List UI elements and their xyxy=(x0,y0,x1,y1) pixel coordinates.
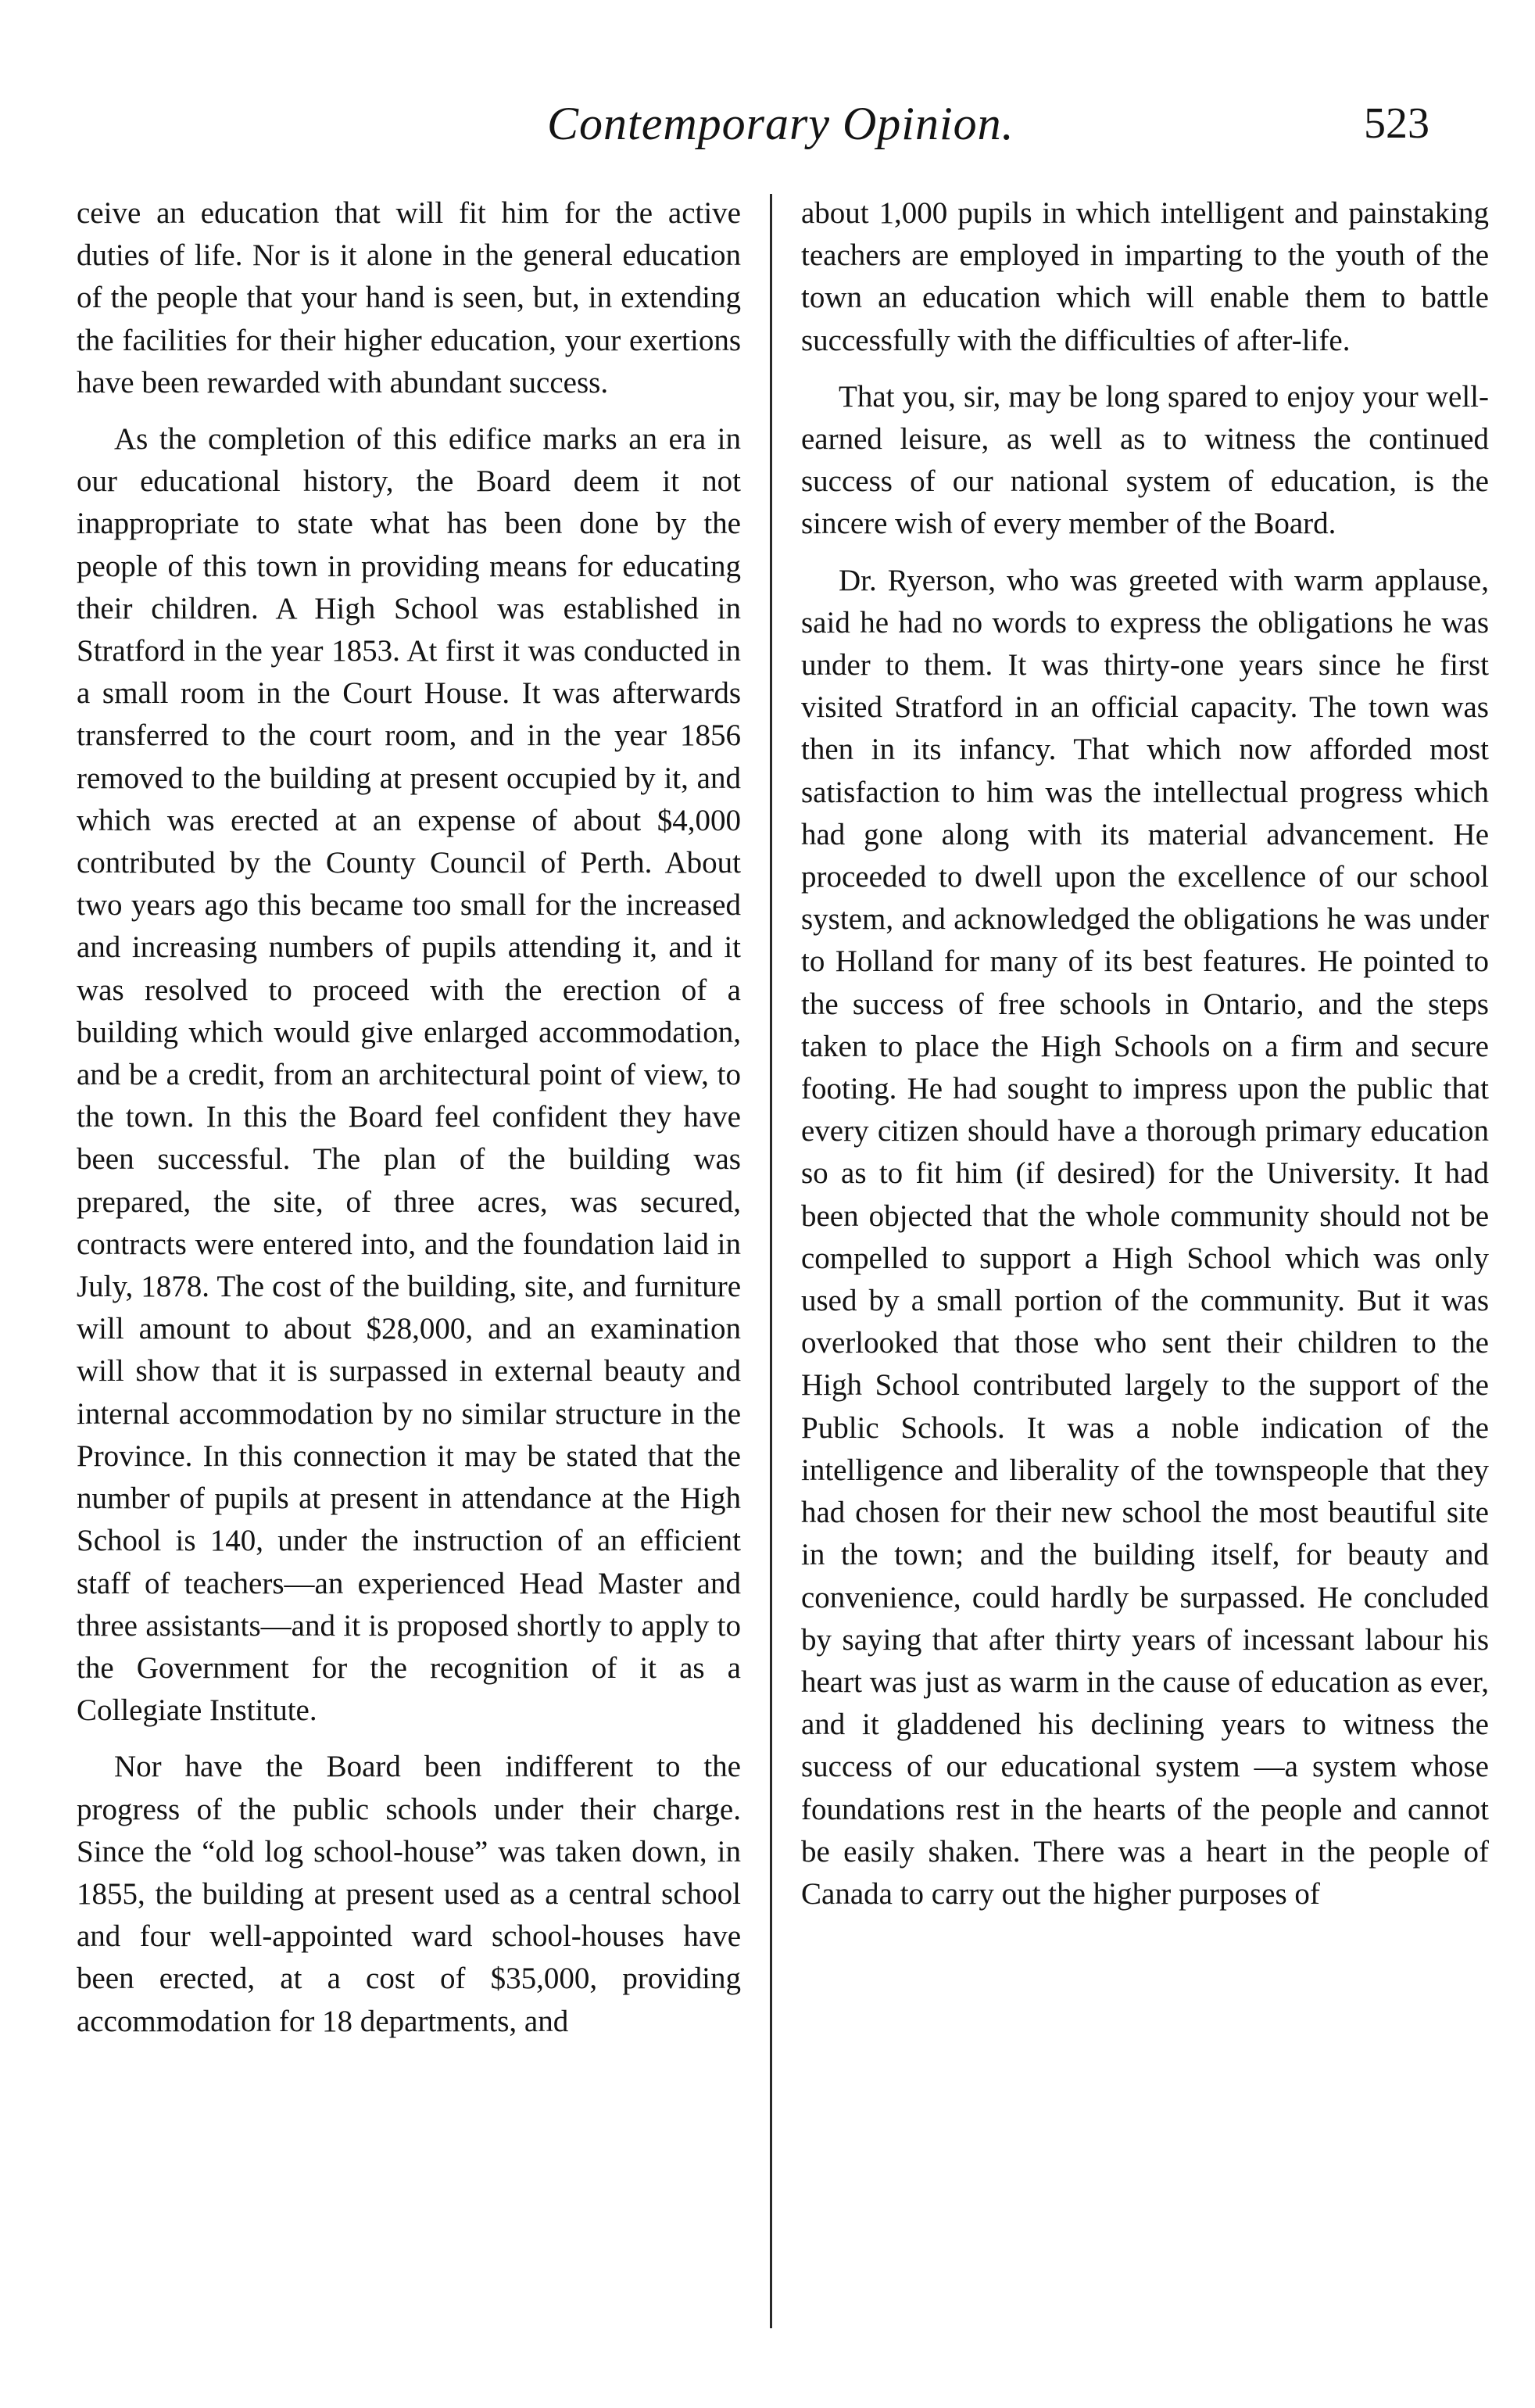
page-header xyxy=(0,92,1535,155)
running-title: Contemporary Opinion. xyxy=(547,98,1014,149)
paragraph: That you, sir, may be long spared to enjoy your well-earned leisure, as well as to witness the continued success of our national system of education, is the sincere wish of every member of the Board. xyxy=(801,379,1489,541)
column-divider xyxy=(770,194,772,2328)
paragraph: As the completion of this edifice marks an era in our educational history, the Board deem it not inappropriate to state what has been done by the people of this town in providing means for educating their children. A High School was established in Stratford in the year 1853. At first it was conducted in a small room in the Court House. It was afterwards transferred to the court room, and in the year 1856 removed to the building at present occupied by it, and which was erected at an expense of about $4,000 contributed by the County Council of Perth. About two years ago this became too small for the increased and increasing numbers of pupils attending it, and it was resolved to proceed with the erection of a building which would give enlarged accommodation, and be a credit, from an architectural point of view, to the town. In this the Board feel confident they have been successful. The plan of the building was prepared, the site, of three acres, was secured, contracts were entered into, and the foundation laid in July, 1878. The cost of the building, site, and furniture will amount to about $28,000, and an examination will show that it is surpassed in external beauty and internal accommodation by no similar structure in the Province. In this connection it may be stated that the number of pupils at present in attendance at the High School is 140, under the instruction of an efficient staff of teachers—an experienced Head Master and three assistants—and it is proposed shortly to apply to the Government for the recognition of it as a Collegiate Institute. xyxy=(77,422,741,1728)
paragraph: Dr. Ryerson, who was greeted with warm applause, said he had no words to express the obligations he was under to them. It was thirty-one years since he first visited Stratford in an official capacity. The town was then in its infancy. That which now afforded most satisfaction to him was the intellectual progress which had gone along with its material advancement. He proceeded to dwell upon the excellence of our school system, and acknowledged the obligations he was under to Holland for many of its best features. He pointed to the success of free schools in Ontario, and the steps taken to place the High Schools on a firm and secure footing. He had sought to impress upon the public that every citizen should have a thorough primary education so as to fit him (if desired) for the University. It had been objected that the whole community should not be compelled to support a High School which was only used by a small portion of the community. But it was overlooked that those who sent their children to the High School contributed largely to the support of the Public Schools. It was a noble indication of the intelligence and liberality of the townspeople that they had chosen for their new school the most beautiful site in the town; and the building itself, for beauty and convenience, could hardly be surpassed. He concluded by saying that after thirty years of incessant labour his heart was just as warm in the cause of education as ever, and it gladdened his declining years to witness the success of our educational system —a system whose foundations rest in the hearts of the people and cannot be easily shaken. There was a heart in the people of Canada to carry out the higher purposes of xyxy=(801,563,1489,1911)
paragraph: Nor have the Board been indifferent to the progress of the public schools under their charge. Since the “old log school-house” was taken down, in 1855, the building at present used as a central school and four well-appointed ward school-houses have been erected, at a cost of $35,000, providing accommodation for 18 departments, and xyxy=(77,1750,741,2038)
paragraph: ceive an education that will fit him for the active duties of life. Nor is it alone in the general education of the people that your hand is seen, but, in extending the facilities for their higher education, your exertions have been rewarded with abundant success. xyxy=(77,196,741,400)
right-column xyxy=(801,192,1489,1915)
page-number: 523 xyxy=(1364,99,1429,148)
paragraph: about 1,000 pupils in which intelligent and painstaking teachers are employed in imparting to the youth of the town an education which will enable them to battle successfully with the difficulties of after-life. xyxy=(801,196,1489,357)
left-column xyxy=(77,192,741,2043)
